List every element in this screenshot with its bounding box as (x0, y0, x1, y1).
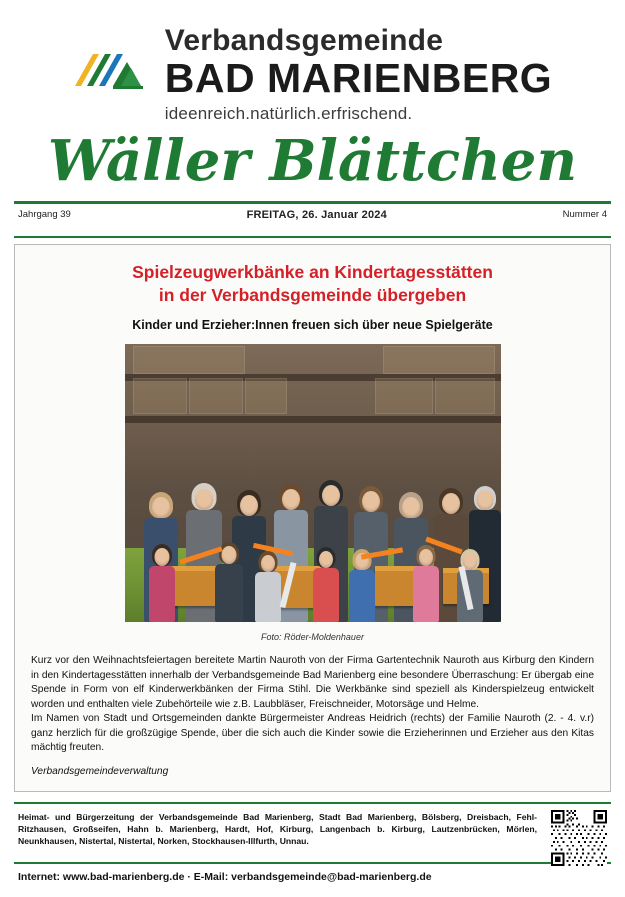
article-subheadline: Kinder und Erzieher:Innen freuen sich über neue Spielgeräte (132, 318, 493, 333)
masthead-claim: ideenreich.natürlich.erfrischend. (164, 104, 413, 123)
issue-bar (14, 204, 611, 226)
article-card (14, 244, 611, 792)
article-paragraph: Kurz vor den Weihnachtsfeiertagen bereitete Martin Nauroth von der Firma Gartentechnik Nauroth aus Kirburg den Kindern in den Kindertagesstätten innerhalb der Verbandsgemeinde Bad Marienberg eine besondere Überraschung: Er übergab eine Spende in Form von elf Kinderwerkbänken der Firma Stihl. Die Werkbänke sind speziell als Kinderspielzeug entwickelt worden und enthalten viele Zubehörteile wie z.B. Laubbläser, Freischneider, Motorsäge und Helme. (31, 655, 594, 710)
masthead-line-2: BAD MARIENBERG (164, 55, 553, 101)
imprint-text: Heimat- und Bürgerzeitung der Verbandsgemeinde Bad Marienberg, Stadt Bad Marienberg, Bölsberg, Dreisbach, Fehl-Ritzhausen, Großseifen, Hahn b. Marienberg, Hardt, Hof, Kirburg, Langenbach b. Kirburg, Lautzenbrücken, Mörlen, Neunkhausen, Nistertal, Nistertal, Norken, Stockhausen-Illfurth, Unnau. (18, 811, 537, 847)
issue-date: FREITAG, 26. Januar 2024 (246, 208, 387, 221)
article-headline-line-2: in der Verbandsgemeinde übergeben (158, 284, 467, 305)
photo-child (147, 540, 177, 622)
masthead (14, 0, 611, 122)
photo-caption: Foto: Röder-Moldenhauer (261, 632, 364, 643)
photo-child (455, 544, 485, 622)
issue-number: Nummer 4 (562, 209, 607, 221)
masthead-text (165, 26, 552, 122)
mountain-trees-logo-icon (73, 46, 151, 102)
article-headline-line-1: Spielzeugwerkbänke an Kindertagesstätten (132, 261, 493, 282)
article-paragraph: Im Namen von Stadt und Ortsgemeinden dankte Bürgermeister Andreas Heidrich (rechts) der Familie Nauroth (2. - 4. v.r) ganz herzlich für die großzügige Spende, über die sich auch die Kinder sowie die Erzieherinnen und Erzieher aus den Kitas mächtig freuten. (31, 713, 594, 754)
divider-issue (14, 236, 611, 238)
photo-child (253, 548, 283, 622)
issue-volume: Jahrgang 39 (18, 209, 71, 221)
photo-child (311, 542, 341, 622)
article-photo-wrap (125, 344, 501, 642)
article-photo (125, 344, 501, 622)
page-title: Wäller Blättchen (47, 128, 578, 194)
footer-imprint (14, 802, 611, 864)
qr-code-icon[interactable] (551, 810, 607, 866)
article-headline (31, 261, 594, 307)
masthead-line-1: Verbandsgemeinde (164, 24, 444, 57)
article-body (31, 654, 594, 755)
photo-child (411, 538, 441, 622)
article-signature: Verbandsgemeindeverwaltung (31, 765, 169, 777)
paper-title-block (14, 128, 611, 194)
footer-contact[interactable]: Internet: www.bad-marienberg.de · E-Mail: verbandsgemeinde@bad-marienberg.de (18, 870, 432, 883)
